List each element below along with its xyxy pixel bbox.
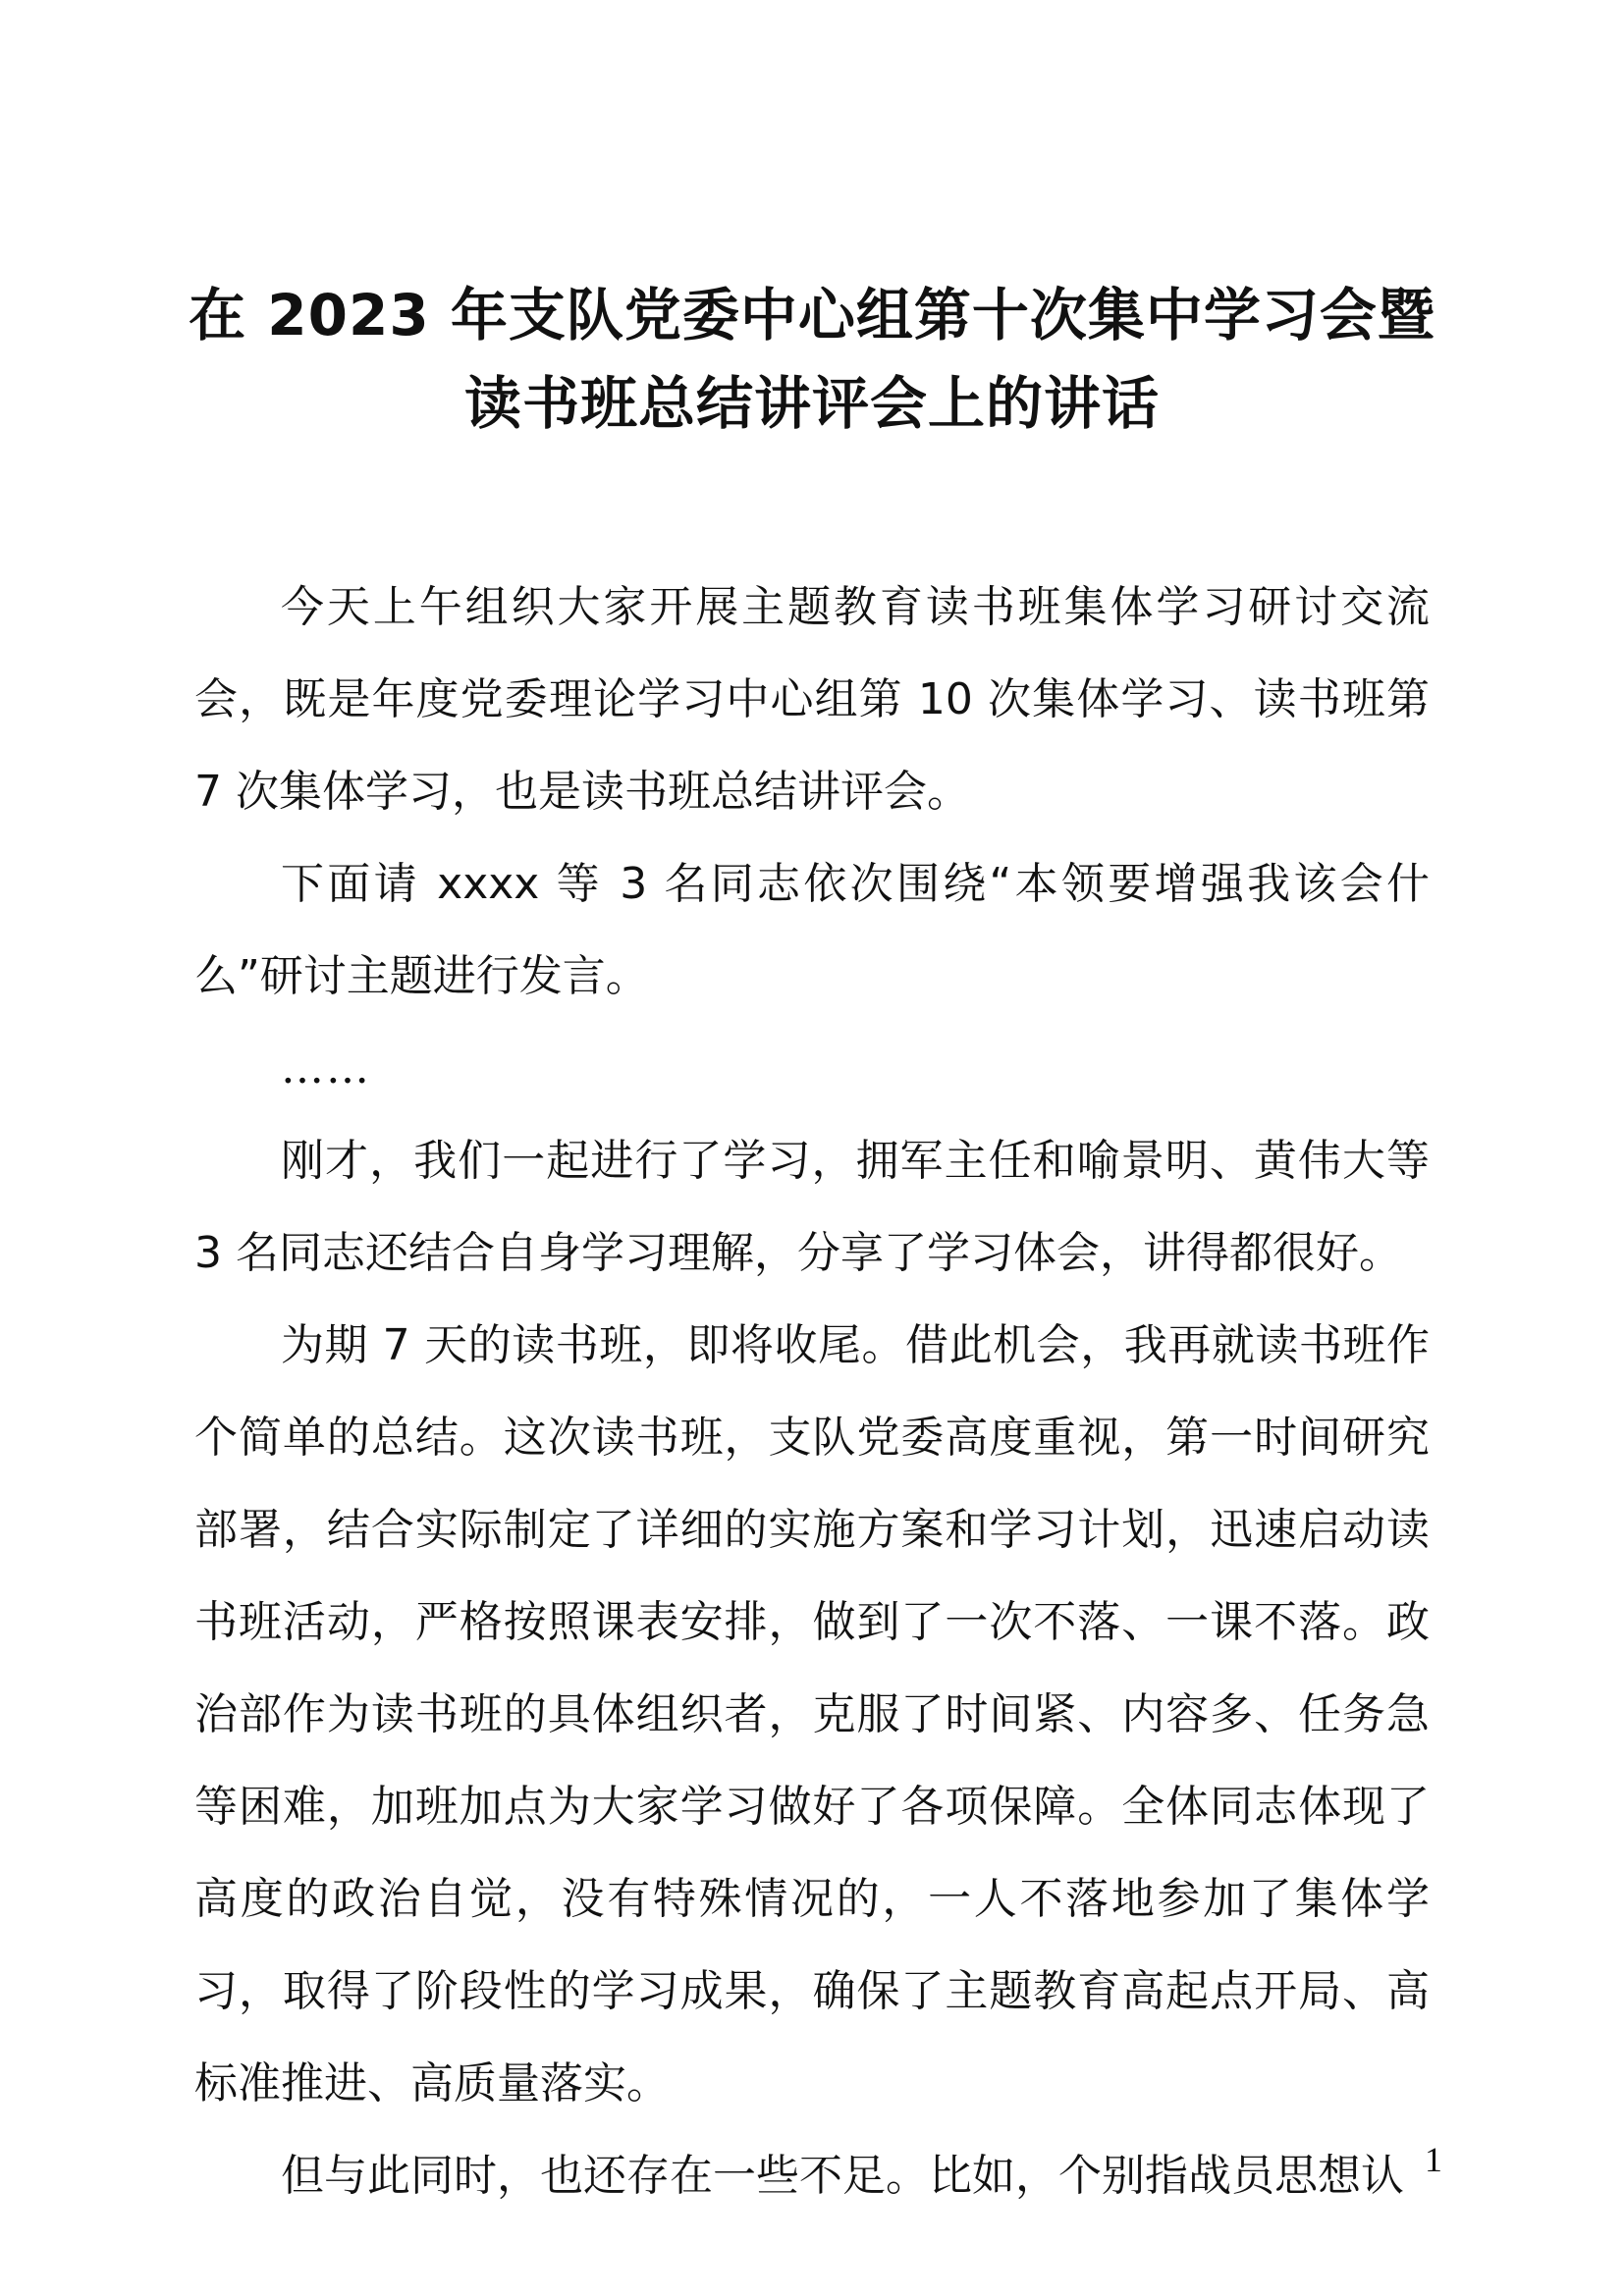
title-line-1: 在 2023 年支队党委中心组第十次集中学习会暨	[189, 282, 1435, 348]
paragraph-opening: 今天上午组织大家开展主题教育读书班集体学习研讨交流会，既是年度党委理论学习中心组第 10 次集体学习、读书班第 7 次集体学习，也是读书班总结讲评会。	[194, 582, 1430, 817]
paragraph-ellipsis: ……	[281, 1043, 371, 1094]
document-body	[194, 561, 1430, 2222]
document-title	[147, 271, 1477, 448]
paragraph-reading-class-summary: 为期 7 天的读书班，即将收尾。借此机会，我再就读书班作个简单的总结。这次读书班，支队党委高度重视，第一时间研究部署，结合实际制定了详细的实施方案和学习计划，迅速启动读书班活动，严格按照课表安排，做到了一次不落、一课不落。政治部作为读书班的具体组织者，克服了时间紧、内容多、任务急等困难，加班加点为大家学习做好了各项保障。全体同志体现了高度的政治自觉，没有特殊情况的，一人不落地参加了集体学习，取得了阶段性的学习成果，确保了主题教育高起点开局、高标准推进、高质量落实。	[194, 1320, 1430, 2109]
paragraph-shortcomings: 但与此同时，也还存在一些不足。比如，个别指战员思想认	[281, 2151, 1404, 2201]
page-number: 1	[1425, 2140, 1442, 2179]
title-line-2: 读书班总结讲评会上的讲话	[463, 370, 1160, 437]
paragraph-speakers: 下面请 xxxx 等 3 名同志依次围绕“本领要增强我该会什么”研讨主题进行发言。	[194, 859, 1430, 1001]
paragraph-summary-of-sharing: 刚才，我们一起进行了学习，拥军主任和喻景明、黄伟大等 3 名同志还结合自身学习理解，分享了学习体会，讲得都很好。	[194, 1136, 1430, 1278]
